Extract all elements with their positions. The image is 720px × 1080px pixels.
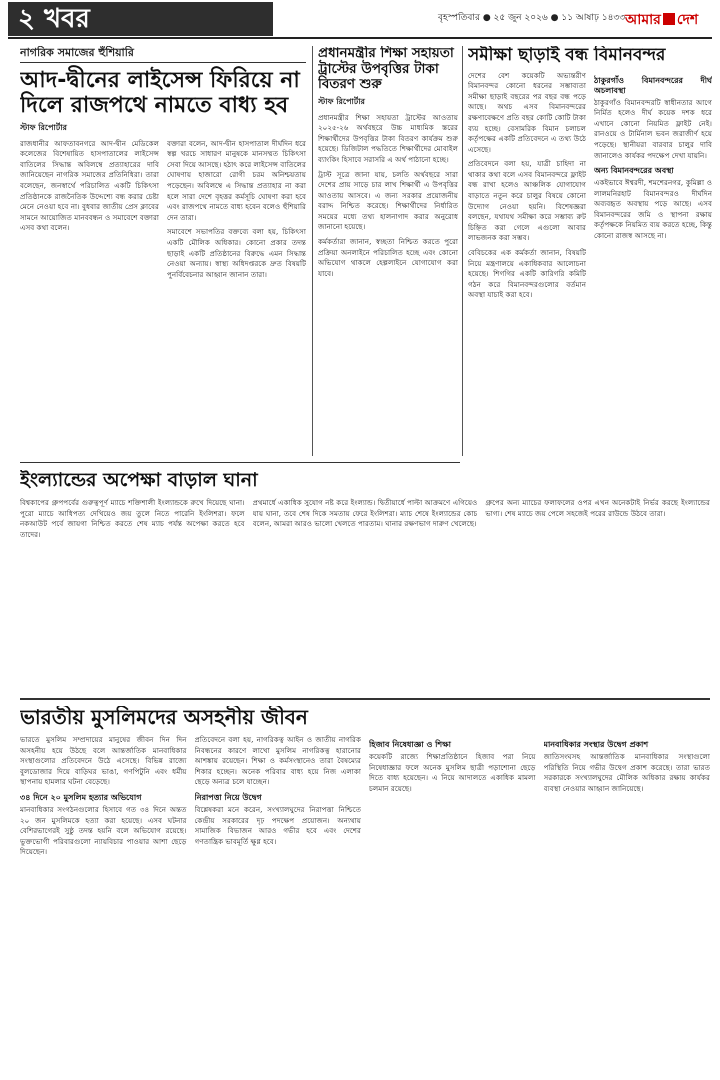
airport-headline: সমীক্ষা ছাড়াই বন্ধ বিমানবন্দর — [468, 46, 666, 65]
airport-para-1: দেশের বেশ কয়েকটি অভ্যন্তরীণ বিমানবন্দর কোনো ধরনের সম্ভাব্যতা সমীক্ষা ছাড়াই বছরের পর বছর বন্ধ পড়ে আছে। অথচ এসব বিমানবন্দরের রক্ষণাবেক্ষণে প্রতি বছর কোটি কোটি টাকা ব্যয় হচ্ছে। বেসামরিক বিমান চলাচল কর্তৃপক্ষের একটি প্রতিবেদনে এ তথ্য উঠে এসেছে। — [468, 70, 586, 154]
airport-para-2: প্রতিবেদনে বলা হয়, যাত্রী চাহিদা না থাকার কথা বলে এসব বিমানবন্দরে ফ্লাইট বন্ধ রাখা হলেও আঞ্চলিক যোগাযোগ বাড়াতে নতুন করে চালুর বিষয়ে কোনো উদ্যোগ নেওয়া হয়নি। বিশেষজ্ঞরা বলছেন, যথাযথ সমীক্ষা করে সম্ভাব্য রুট চিহ্নিত করা গেলে এগুলো আবার লাভজনক করা সম্ভব। — [468, 159, 586, 243]
muslim-col-4 — [544, 735, 711, 1071]
airport-para-3: বেবিচকের এক কর্মকর্তা জানান, বিষয়টি নিয়ে মন্ত্রণালয়ে একাধিকবার আলোচনা হয়েছে। শিগগির একটি কারিগরি কমিটি গঠন করে বিমানবন্দরগুলোর বর্তমান অবস্থা যাচাই করা হবে। — [468, 248, 586, 300]
airport-subhead-2: অন্য বিমানবন্দরের অবস্থা — [594, 166, 674, 176]
airport-body — [468, 71, 712, 511]
section-rule — [20, 698, 710, 700]
pm-para-1: প্রধানমন্ত্রীর শিক্ষা সহায়তা ট্রাস্টের আওতায় ২০২৫-২৬ অর্থবছরে উচ্চ মাধ্যমিক স্তরের শিক্ষার্থীদের উপবৃত্তির টাকা বিতরণ কার্যক্রম শুরু হয়েছে। ডিজিটাল পদ্ধতিতে শিক্ষার্থীদের মোবাইল ব্যাংকিং হিসাবে সরাসরি এ অর্থ পাঠানো হচ্ছে। — [318, 112, 458, 164]
date-line: বৃহস্পতিবার ● ২৫ জুন ২০২৬ ● ১১ আষাঢ় ১৪৩৩ — [438, 13, 626, 23]
ghana-col-3 — [485, 498, 710, 690]
license-body — [20, 139, 306, 399]
muslim-para-1: ভারতে মুসলিম সম্প্রদায়ের মানুষের জীবন দিন দিন অসহনীয় হয়ে উঠছে বলে আন্তর্জাতিক মানবাধিকার সংস্থাগুলোর প্রতিবেদনে উঠে এসেছে। বিভিন্ন রাজ্যে বুলডোজার দিয়ে বাড়িঘর ভাঙা, গণপিটুনি এবং ধর্মীয় স্থাপনায় হামলার ঘটনা বেড়েছে। — [20, 735, 187, 787]
muslim-subhead-1: ৩৪ দিনে ২০ মুসলিম হত্যার অভিযোগ — [20, 792, 142, 802]
ghana-body — [20, 498, 710, 690]
ghana-para-1: বিশ্বকাপের গ্রুপপর্বের গুরুত্বপূর্ণ ম্যাচে শক্তিশালী ইংল্যান্ডকে রুখে দিয়েছে ঘানা। পুরো ম্যাচে আধিপত্য দেখিয়েও জয় তুলে নিতে পারেনি ইংলিশরা। ফলে নকআউট পর্বে জায়গা নিশ্চিত করতে শেষ ম্যাচ পর্যন্ত অপেক্ষা করতে হবে তাদের। — [20, 498, 245, 539]
muslim-para-2: প্রতিবেদনে বলা হয়, নাগরিকত্ব আইন ও জাতীয় নাগরিক নিবন্ধনের কারণে লাখো মুসলিম নাগরিকত্ব হারানোর আশঙ্কায় রয়েছেন। শিক্ষা ও কর্মসংস্থানেও তারা বৈষম্যের শিকার হচ্ছেন। অনেক পরিবার বাধ্য হয়ে নিজ এলাকা ছেড়ে অন্যত্র চলে যাচ্ছেন। — [194, 735, 361, 787]
ghana-para-2: প্রথমার্ধে একাধিক সুযোগ নষ্ট করে ইংল্যান্ড। দ্বিতীয়ার্ধে পাল্টা আক্রমণে এগিয়েও যায় ঘানা, তবে শেষ দিকে সমতায় ফেরে ইংলিশরা। ম্যাচ শেষে ইংল্যান্ডের কোচ বলেন, আমরা আরও ভালো খেলতে পারতাম। ঘানার রক্ষণভাগ দারুণ খেলেছে। — [252, 498, 478, 529]
ghana-headline: ইংল্যান্ডের অপেক্ষা বাড়াল ঘানা — [20, 470, 258, 491]
ghana-para-3: গ্রুপের অন্য ম্যাচের ফলাফলের ওপর এখন অনেকটাই নির্ভর করছে ইংল্যান্ডের ভাগ্য। শেষ ম্যাচে জয় পেলে সহজেই পরের রাউন্ডে উঠবে তারা। — [485, 498, 710, 518]
license-byline: স্টাফ রিপোর্টার — [20, 122, 67, 132]
license-body-col-1 — [20, 139, 159, 399]
column-divider — [462, 46, 463, 456]
muslim-col-2 — [195, 735, 362, 1071]
airport-story — [468, 46, 712, 516]
page-section-label: ২ খবর — [8, 2, 273, 36]
muslim-body — [20, 735, 710, 1071]
airport-para-5: একইভাবে ঈশ্বরদী, শমশেরনগর, কুমিল্লা ও লালমনিরহাট বিমানবন্দরও দীর্ঘদিন অব্যবহৃত অবস্থায় পড়ে আছে। এসব বিমানবন্দরের জমি ও স্থাপনা রক্ষায় কর্তৃপক্ষকে নিয়মিত ব্যয় করতে হচ্ছে, কিন্তু কোনো রাজস্ব আসছে না। — [594, 178, 712, 241]
muslim-col-1 — [20, 735, 187, 1071]
muslim-para-3: মানবাধিকার সংগঠনগুলোর হিসাবে গত ৩৪ দিনে অন্তত ২০ জন মুসলিমকে হত্যা করা হয়েছে। এসব ঘটনার বেশিরভাগেরই সুষ্ঠু তদন্ত হয়নি বলে অভিযোগ রয়েছে। ভুক্তভোগী পরিবারগুলো ন্যায়বিচার পাওয়ার আশা ছেড়ে দিয়েছেন। — [20, 804, 187, 857]
muslim-para-6: জাতিসংঘসহ আন্তর্জাতিক মানবাধিকার সংস্থাগুলো পরিস্থিতি নিয়ে গভীর উদ্বেগ প্রকাশ করেছে। তারা ভারত সরকারকে সংখ্যালঘুদের মৌলিক অধিকার রক্ষায় কার্যকর ব্যবস্থা নেওয়ার আহ্বান জানিয়েছে। — [543, 752, 710, 793]
license-body-col-2 — [167, 139, 306, 399]
muslim-col-3 — [369, 735, 536, 1071]
muslim-subhead-3: হিজাব নিষেধাজ্ঞা ও শিক্ষা — [369, 740, 451, 749]
license-headline: আদ-দ্বীনের লাইসেন্স ফিরিয়ে না দিলে রাজপথে নামতে বাধ্য হব — [20, 68, 300, 119]
muslim-story — [20, 706, 710, 1076]
muslim-para-5: কয়েকটি রাজ্যে শিক্ষাপ্রতিষ্ঠানে হিজাব পরা নিয়ে নিষেধাজ্ঞার ফলে অনেক মুসলিম ছাত্রী পড়াশোনা ছেড়ে দিতে বাধ্য হয়েছেন। এ নিয়ে আদালতে একাধিক মামলা চলমান রয়েছে। — [369, 752, 536, 793]
pm-para-3: কর্মকর্তারা জানান, স্বচ্ছতা নিশ্চিত করতে পুরো প্রক্রিয়া অনলাইনে পরিচালিত হচ্ছে এবং কোনো অভিযোগ থাকলে হেল্পলাইনে যোগাযোগ করা যাবে। — [318, 237, 458, 278]
ghana-col-1 — [20, 498, 245, 690]
section-rule — [20, 462, 460, 463]
pm-para-2: ট্রাস্ট সূত্রে জানা যায়, চলতি অর্থবছরে সারা দেশের প্রায় সাড়ে চার লাখ শিক্ষার্থী এ উপবৃত্তির আওতায় আসবে। এ জন্য সরকার প্রয়োজনীয় বরাদ্দ নিশ্চিত করেছে। শিক্ষার্থীদের নির্ধারিত সময়ের মধ্যে তথ্য হালনাগাদ করার অনুরোধ জানানো হয়েছে। — [318, 169, 458, 232]
pm-body — [318, 113, 458, 280]
page-header — [0, 0, 720, 40]
column-divider — [312, 46, 313, 456]
kicker-rule — [20, 62, 306, 63]
muslim-para-4: বিশ্লেষকরা মনে করেন, সংখ্যালঘুদের নিরাপত্তা নিশ্চিতে কেন্দ্রীয় সরকারের দৃঢ় পদক্ষেপ প্রয়োজন। অন্যথায় সামাজিক বিভাজন আরও গভীর হবে এবং দেশের গণতান্ত্রিক ভাবমূর্তি ক্ষুণ্ণ হবে। — [194, 804, 361, 846]
ghana-col-2 — [253, 498, 478, 690]
header-rule — [8, 37, 712, 39]
license-para-1: রাজধানীর আফতাবনগরে আদ-দ্বীন মেডিকেল কলেজের বিশেষায়িত হাসপাতালের লাইসেন্স বাতিলের সিদ্ধান্ত অবিলম্বে প্রত্যাহারের দাবি জানিয়েছেন নাগরিক সমাজের প্রতিনিধিরা। তারা বলেছেন, জনস্বার্থে পরিচালিত একটি চিকিৎসা প্রতিষ্ঠানকে রাজনৈতিক উদ্দেশ্যে বন্ধ করার চেষ্টা মেনে নেওয়া হবে না। বুধবার জাতীয় প্রেস ক্লাবের সামনে আয়োজিত মানববন্ধন ও সমাবেশে বক্তারা এসব কথা বলেন। — [20, 138, 159, 233]
newspaper-logo — [625, 8, 698, 32]
license-para-2: বক্তারা বলেন, আদ-দ্বীন হাসপাতাল দীর্ঘদিন ধরে স্বল্প খরচে সাধারণ মানুষকে মানসম্মত চিকিৎসা সেবা দিয়ে আসছে। হঠাৎ করে লাইসেন্স বাতিলের ঘোষণায় হাজারো রোগী চরম অনিশ্চয়তায় পড়েছেন। অবিলম্বে এ সিদ্ধান্ত প্রত্যাহার না করা হলে সারা দেশে বৃহত্তর কর্মসূচি ঘোষণা করা হবে এবং রাজপথে নামতে বাধ্য হবেন বলেও হুঁশিয়ারি দেন তারা। — [167, 138, 306, 222]
logo-mark-icon — [663, 13, 675, 25]
brand-right-text: দেশ — [676, 12, 699, 28]
license-story — [20, 46, 306, 456]
airport-col-1 — [468, 71, 586, 511]
pm-headline: প্রধানমন্ত্রীর শিক্ষা সহায়তা ট্রাস্টের উপবৃত্তির টাকা বিতরণ শুরু — [318, 46, 454, 93]
pm-scholarship-story — [318, 46, 458, 456]
license-para-3: সমাবেশে সভাপতির বক্তব্যে বলা হয়, চিকিৎসা একটি মৌলিক অধিকার। কোনো প্রকার তদন্ত ছাড়াই একটি প্রতিষ্ঠানের বিরুদ্ধে এমন সিদ্ধান্ত নেওয়া অন্যায়। স্বাস্থ্য অধিদপ্তরকে দ্রুত বিষয়টি পুনর্বিবেচনার আহ্বান জানান তারা। — [167, 227, 306, 279]
pm-byline: স্টাফ রিপোর্টার — [318, 96, 365, 106]
license-kicker: নাগরিক সমাজের হুঁশিয়ারি — [20, 46, 134, 59]
airport-subhead-1: ঠাকুরগাঁও বিমানবন্দরের দীর্ঘ অচলাবস্থা — [594, 75, 712, 95]
muslim-subhead-4: মানবাধিকার সংস্থার উদ্বেগ প্রকাশ — [543, 740, 649, 749]
airport-col-2 — [594, 71, 712, 511]
muslim-headline: ভারতীয় মুসলিমদের অসহনীয় জীবন — [20, 706, 308, 729]
brand-left-text: আমার — [625, 12, 661, 28]
muslim-subhead-2: নিরাপত্তা নিয়ে উদ্বেগ — [194, 792, 262, 802]
airport-para-4: ঠাকুরগাঁও বিমানবন্দরটি স্বাধীনতার আগে নির্মিত হলেও দীর্ঘ কয়েক দশক ধরে এখানে কোনো নিয়মিত ফ্লাইট নেই। রানওয়ে ও টার্মিনাল ভবন জরাজীর্ণ হয়ে পড়েছে। স্থানীয়রা বারবার চালুর দাবি জানালেও কার্যকর পদক্ষেপ দেখা যায়নি। — [594, 97, 712, 160]
